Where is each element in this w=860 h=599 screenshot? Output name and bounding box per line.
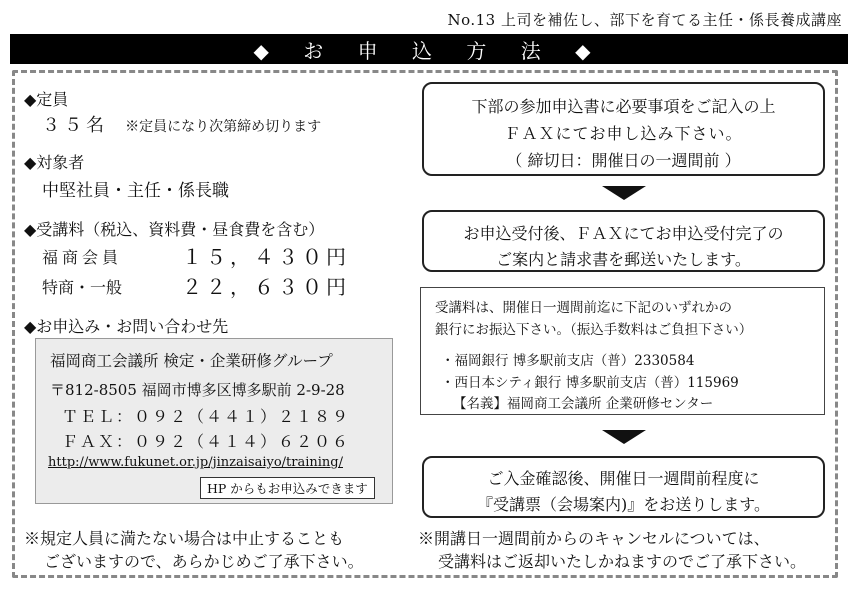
- flow-arrow-2: [602, 430, 646, 444]
- cancel-note-right-line1: ※開講日一週間前からのキャンセルについては、: [418, 529, 770, 548]
- contact-url-link[interactable]: http://www.fukunet.or.jp/jinzaisaiyo/training/: [48, 455, 343, 470]
- contact-address: 〒812-8505 福岡市博多区博多駅前 2-9-28: [50, 381, 345, 399]
- section-title: ◆ お 申 込 方 法 ◆: [253, 38, 605, 63]
- capacity-heading: ◆定員: [24, 90, 69, 109]
- step1-line2: ＦＡＸにてお申し込み下さい。: [504, 124, 743, 143]
- bank-transfer-box: [420, 287, 825, 415]
- flow-arrow-1: [602, 186, 646, 200]
- cancel-note-left-line1: ※規定人員に満たない場合は中止することも: [24, 529, 345, 548]
- section-title-bar: [10, 34, 848, 64]
- step2-line2: ご案内と請求書を郵送いたします。: [496, 250, 751, 269]
- bank-line2: 銀行にお振込下さい。（振込手数料はご負担下さい）: [435, 322, 753, 338]
- contact-fax: ＦＡＸ：０９２（４１４）６２０６: [62, 432, 351, 451]
- fee-price-member: １５，４３０円: [182, 245, 350, 269]
- capacity-note: ※定員になり次第締め切ります: [125, 119, 322, 135]
- bank-line1: 受講料は、開催日一週間前迄に下記のいずれかの: [435, 300, 732, 316]
- step1-deadline: （ 締切日：開催日の一週間前 ）: [506, 151, 741, 170]
- capacity-row: [42, 111, 321, 137]
- step4-line1: ご入金確認後、開催日一週間前程度に: [487, 469, 760, 488]
- contact-box: [35, 338, 393, 504]
- fee-label-general: 特商・一般: [42, 278, 123, 297]
- course-title: No.13 上司を補佐し、部下を育てる主任・係長養成講座: [447, 11, 842, 29]
- hp-note-badge: HP からもお申込みできます: [200, 477, 375, 499]
- step1-box: [422, 82, 825, 176]
- step2-line1: お申込受付後、ＦＡＸにてお申込受付完了の: [463, 224, 784, 243]
- step4-line2: 『受講票（会場案内)』をお送りします。: [477, 495, 770, 514]
- capacity-value: ３５名: [42, 115, 108, 136]
- contact-tel: ＴＥＬ：０９２（４４１）２１８９: [62, 407, 351, 426]
- contact-org: 福岡商工会議所 検定・企業研修グループ: [50, 352, 333, 370]
- fee-price-general: ２２，６３０円: [182, 275, 350, 299]
- step2-box: [422, 210, 825, 272]
- contact-heading: ◆お申込み・お問い合わせ先: [24, 317, 229, 336]
- step4-box: [422, 456, 825, 518]
- target-heading: ◆対象者: [24, 153, 85, 172]
- fee-label-member: 福商会員: [42, 248, 123, 267]
- bank-account-1: ・福岡銀行 博多駅前支店（普）2330584: [441, 353, 695, 369]
- cancel-note-right-line2: 受講料はご返却いたしかねますのでご了承下さい。: [438, 552, 807, 571]
- fee-heading: ◆受講料（税込、資料費・昼食費を含む）: [24, 220, 325, 239]
- target-value: 中堅社員・主任・係長職: [42, 181, 229, 201]
- step1-line1: 下部の参加申込書に必要事項をご記入の上: [471, 97, 776, 116]
- bank-account-2: ・西日本シティ銀行 博多駅前支店（普）115969: [441, 375, 739, 391]
- cancel-note-left-line2: ございますので、あらかじめご了承下さい。: [44, 552, 364, 571]
- account-holder: 【名義】福岡商工会議所 企業研修センター: [453, 396, 714, 412]
